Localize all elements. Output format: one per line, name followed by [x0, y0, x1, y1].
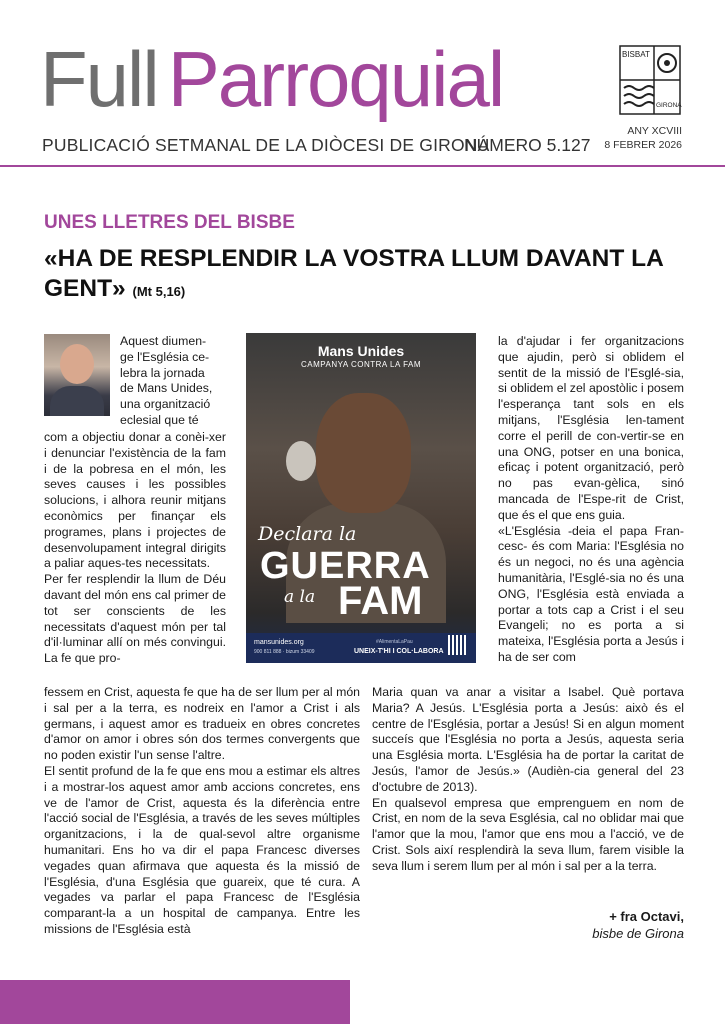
paragraph: Per fer resplendir la llum de Déu davant del món ens cal primer de tot ser conscients de les necessitats d'aquest món per tal d'il·luminar allí on més convingui. La fe que pro- [44, 572, 226, 666]
poster-brand-sub: CAMPANYA CONTRA LA FAM [300, 360, 422, 369]
paragraph: la d'ajudar i fer organitzacions que ajudin, però si oblidem el sentit de la missió de l'Esglé-sia, si oblidem el zel apostòlic i posem l'esperança tant sols en els mitjans, l'Església len-tament corre el perill de con-vertir-se en una ONG, potser en una bonica, eficaç i potent organització, però no pas evan-gèlica, sinó mancada de l'Espe-rit de Crist, que és el que ens guia. [498, 334, 684, 522]
footer-accent-bar [0, 980, 350, 1024]
masthead [40, 35, 504, 123]
issue-meta [600, 124, 682, 152]
paragraph: En qualsevol empresa que emprenguem en nom de Crist, en nom de la seva Església, cal no oblidar mai que l'amor que la mou, l'amor que ens mou a l'acció, ve de Crist. Sols així resplendirà la seva llum, farem visible la seva llum i serem llum per al món i sal per a la terra. [372, 795, 684, 873]
logo-bisbat-text: BISBAT [622, 50, 650, 59]
bisbat-girona-logo [618, 44, 682, 116]
headline-text: «HA DE RESPLENDIR LA VOSTRA LLUM DAVANT LA GENT» [44, 245, 663, 302]
intro-line: Aquest diumen- [120, 334, 207, 348]
poster-line-2: GUERRA [260, 545, 431, 587]
poster-line-3: a la [284, 587, 316, 607]
right-wide-body [372, 685, 684, 875]
qr-code-icon [448, 635, 468, 655]
article-headline [44, 244, 684, 307]
paragraph: fessem en Crist, aquesta fe que ha de ser llum per al món i sal per a la terra, es nodreix en l'amor a Crist i als germans, i aquest amor es tradueix en obres concretes d'amor on amor i obres són dos termes convergents que no poden existir l'un sense l'altre. [44, 685, 360, 763]
poster-figure-face [316, 393, 411, 513]
poster-url: mansunides.org [254, 639, 304, 646]
paragraph: El sentit profund de la fe que ens mou a estimar els altres i a mostrar-los aquest amor amb accions concretes, ens ve de l'amor de Crist, aquesta és la diferència entre l'acció social de l'Església, a través de les seves múltiples organitzacions, i la de qual-sevol altre organisme humanitari. Ens ho va dir el papa Francesc diverses vegades quan afirmava que aquesta és la missió de l'Església, d'una Església que guareix, que té cura. A vegades va parlar el papa Francesc de l'Església comparant-la a un hospital de campanya. Entre les missions de l'Església està [44, 763, 360, 936]
poster-cta: UNEIX-T'HI I COL·LABORA [354, 648, 444, 655]
poster-line-1: Declara la [258, 523, 357, 545]
poster-brand: Mans Unides [317, 343, 405, 359]
intro-line: una organització [120, 397, 211, 412]
col1-body [44, 430, 226, 667]
photo-body [50, 386, 104, 416]
intro-line: eclesial que té [120, 412, 199, 427]
mans-unides-poster [246, 333, 476, 663]
bishop-photo [44, 334, 110, 416]
paragraph: Maria quan va anar a visitar a Isabel. Què portava Maria? A Jesús. L'Església porta a Jesús: això és el centre de l'Església, portar a Jesús! Si en algun moment succeís que l'Església no porta a Jesús, aquesta seria una Església morta. L'Església ha de portar la caritat de Jesús, l'amor de Jesús.» (Audièn-cia general del 23 d'octubre de 2013). [372, 685, 684, 794]
header-divider [0, 165, 725, 167]
poster-line-4: FAM [338, 579, 423, 623]
signature-role: bisbe de Girona [592, 926, 684, 941]
intro-line: lebra la jornada [120, 365, 205, 380]
photo-face [60, 344, 94, 384]
signature [440, 908, 684, 942]
poster-hashtag: #AlimentaLaPau [376, 639, 413, 645]
intro-line: de Mans Unides, [120, 381, 213, 396]
poster-spoon [286, 441, 316, 481]
col1-intro [120, 334, 226, 429]
logo-girona-text: GIRONA [656, 102, 682, 109]
issue-year: ANY XCVIII [627, 125, 682, 137]
masthead-parroquial: Parroquial [167, 35, 504, 123]
poster-phone: 900 811 888 · bizum 33409 [254, 649, 315, 655]
masthead-full: Full [40, 35, 158, 123]
section-kicker: UNES LLETRES DEL BISBE [44, 212, 295, 233]
left-wide-body [44, 685, 360, 938]
headline-reference: (Mt 5,16) [132, 284, 186, 299]
signature-name: + fra Octavi, [609, 909, 684, 924]
paragraph: com a objectiu donar a conèi-xer i denunciar l'existència de la fam i de la pobresa en el món, les seves causes i les possibles solucions, i alhora reunir mitjans econòmics per finançar els programes, plans i projectes de desenvolupament integral dirigits a paliar aques-tes necessitats. [44, 430, 226, 571]
publication-subtitle: PUBLICACIÓ SETMANAL DE LA DIÒCESI DE GIRONA [42, 135, 490, 155]
paragraph: «L'Església -deia el papa Fran-cesc- és com Maria: l'Església no és un negoci, no és una agència humanitària, l'Esglé-sia no és una ONG, l'Església està enviada a portar a tots cap a Crist i el seu Evangeli; no es porta a si mateixa, l'Església porta a Jesús i ha de ser com [498, 523, 684, 664]
intro-line: ge l'Església ce- [120, 349, 210, 364]
col3-body [498, 334, 684, 666]
issue-number: NÚMERO 5.127 [464, 135, 591, 155]
issue-date: 8 FEBRER 2026 [604, 139, 682, 151]
